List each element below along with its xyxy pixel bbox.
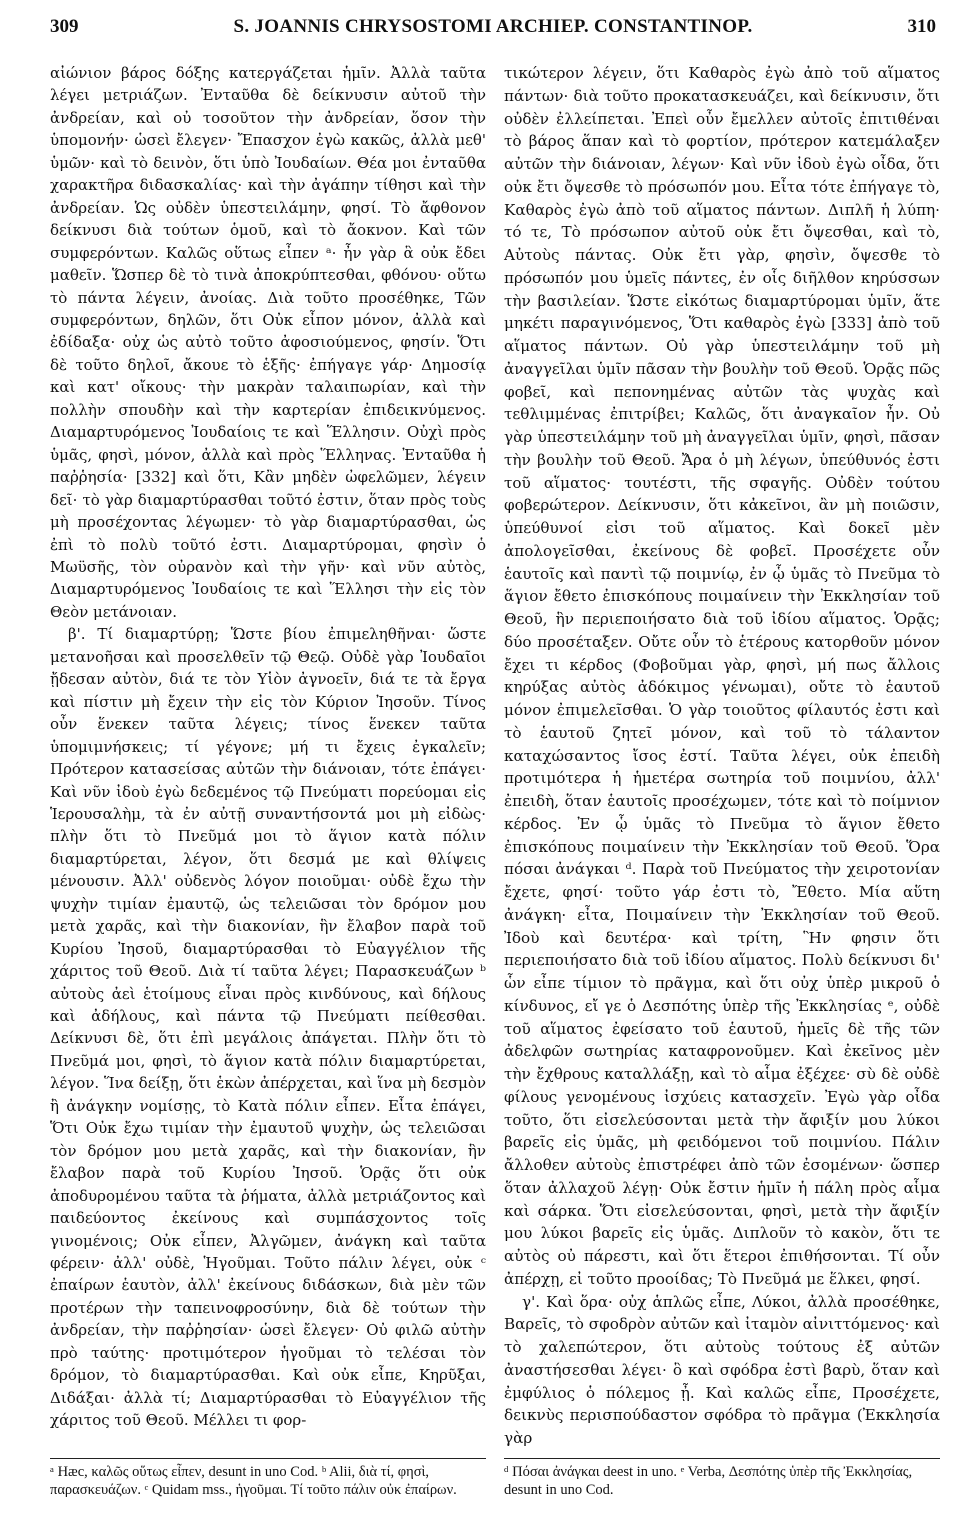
left-paragraph-2: β'. Τί διαμαρτύρῃ; Ὥστε βίου ἐπιμεληθῆναι· ὥστε μετανοῆσαι καὶ προσελθεῖν τῷ Θεῷ. Οὐδὲ γὰρ Ἰουδαῖοι ᾔδεσαν αὐτὸν, διά τε τὸν Υἱὸν ἀγνοεῖν, διά τε τὰ ἔργα καὶ πίστιν μὴ ἔχειν τὴν εἰς τὸν Κύριον Ἰησοῦν. Τίνος οὖν ἕνεκεν ταῦτα λέγεις; τίνος ἕνεκεν ταῦτα ὑπομιμνήσκεις; τί γέγονε; μή τι ἔχεις ἐγκαλεῖν; Πρότερον κατασείσας αὐτῶν τὴν διάνοιαν, τότε ἐπάγει· Καὶ νῦν ἰδοὺ ἐγὼ δεδεμένος τῷ Πνεύματι πορεύομαι εἰς Ἱερουσαλὴμ, τὰ ἐν αὐτῇ συναντήσοντά μοι μὴ εἰδὼς· πλὴν ὅτι τὸ Πνεῦμά μοι τὸ ἅγιον κατὰ πόλιν διαμαρτύρεται, λέγον, ὅτι δεσμά με καὶ θλίψεις μένουσιν. Ἀλλ' οὐδενὸς λόγον ποιοῦμαι· οὐδὲ ἔχω τὴν ψυχὴν τιμίαν ἐμαυτῷ, ὡς τελειῶσαι τὸν δρόμον μου μετὰ χαρᾶς, καὶ τὴν διακονίαν, ἣν ἔλαβον παρὰ τοῦ Κυρίου Ἰησοῦ, διαμαρτύρασθαι τὸ Εὐαγγέλιον τῆς χάριτος τοῦ Θεοῦ. Διὰ τί ταῦτα λέγει; Παρασκευάζων ᵇ αὐτοὺς ἀεὶ ἑτοίμους εἶναι πρὸς κινδύνους, καὶ δήλους καὶ ἀδήλους, καὶ πάντα τῷ Πνεύματι πείθεσθαι. Δείκνυσι δὲ, ὅτι ἐπὶ μεγάλοις ἀπάγεται. Πλὴν ὅτι τὸ Πνεῦμά μοι, φησὶ, τὸ ἅγιον κατὰ πόλιν διαμαρτύρεται, λέγον. Ἵνα δείξῃ, ὅτι ἑκὼν ἀπέρχεται, καὶ ἵνα μὴ δεσμὸν ἢ ἀνάγκην νομίσῃς, τὸ Κατὰ πόλιν εἶπεν. Εἶτα ἐπάγει, Ὅτι Οὐκ ἔχω τιμίαν τὴν ἐμαυτοῦ ψυχὴν, ὡς τελειῶσαι τὸν δρόμον μου μετὰ χαρᾶς, καὶ τὴν διακονίαν, ἣν ἔλαβον παρὰ τοῦ Κυρίου Ἰησοῦ. Ὁρᾷς ὅτι οὐκ ἀποδυρομένου ταῦτα τὰ ῥήματα, ἀλλὰ μετριάζοντος καὶ παιδεύοντος ἐκείνους καὶ συμπάσχοντος τοῖς γινομένοις; Οὐκ εἶπεν, Ἀλγῶμεν, ἀνάγκη καὶ ταῦτα φέρειν· ἀλλ' οὐδὲ, Ἡγοῦμαι. Τοῦτο πάλιν λέγει, οὐκ ᶜ ἐπαίρων ἑαυτὸν, ἀλλ' ἐκείνους διδάσκων, διὰ μὲν τῶν προτέρων τὴν ταπεινοφροσύνην, διὰ δὲ τούτων τὴν ἀνδρείαν, τὴν παῤῥησίαν· ὡσεὶ ἔλεγεν· Οὐ φιλῶ αὐτὴν πρὸ ταύτης· προτιμότερον ἡγοῦμαι τὸ τελέσαι τὸν δρόμον, τὸ διαμαρτύρασθαι. Καὶ οὐκ εἶπε, Κηρῦξαι, Διδάξαι· ἀλλὰ τί; Διαμαρτύρασθαι τὸ Εὐαγγέλιον τῆς χάριτος τοῦ Θεοῦ. Μέλλει τι φορ-	[50, 625, 486, 1430]
page-number-left: 309	[50, 16, 79, 37]
right-text-column	[504, 62, 940, 1450]
footnotes-right: ᵈ Πόσαι ἀνάγκαι deest in uno. ᵉ Verba, Δεσπότης ὑπὲρ τῆς Ἐκκλησίας, desunt in uno Cod.	[504, 1458, 940, 1499]
footnotes-left: ᵃ Hæc, καλῶς οὕτως εἶπεν, desunt in uno Cod. ᵇ Alii, διὰ τί, φησὶ, παρασκευάζων. ᶜ Quidam mss., ἡγοῦμαι. Τί τοῦτο πάλιν οὐκ ἐπαίρων.	[50, 1458, 486, 1499]
left-paragraph-1: αἰώνιον βάρος δόξης κατεργάζεται ἡμῖν. Ἀλλὰ ταῦτα λέγει μετριάζων. Ἐνταῦθα δὲ δείκνυσιν αὐτοῦ τὴν ἀνδρείαν, καὶ οὐ τοσοῦτον τὴν ἀνδρείαν, ὅσον τὴν ὑπομονήν· ὡσεὶ ἔλεγεν· Ἔπασχον ἐγὼ κακῶς, ἀλλὰ μεθ' ὑμῶν· καὶ τὸ δεινὸν, ὅτι ὑπὸ Ἰουδαίων. Θέα μοι ἐνταῦθα χαρακτῆρα διδασκαλίας· καὶ τὴν ἀγάπην τίθησι καὶ τὴν ἀνδρείαν. Ὡς οὐδὲν ὑπεστειλάμην, φησί. Τὸ ἄφθονον δείκνυσι διὰ τούτων ὁμοῦ, καὶ τὸ ἄοκνον. Καὶ τῶν συμφερόντων. Καλῶς οὕτως εἶπεν ᵃ· ἦν γὰρ ἃ οὐκ ἔδει μαθεῖν. Ὥσπερ δὲ τὸ τινὰ ἀποκρύπτεσθαι, φθόνου· οὕτω τὸ πάντα λέγειν, ἀνοίας. Διὰ τοῦτο προσέθηκε, Τῶν συμφερόντων, δηλῶν, ὅτι Οὐκ εἶπον μόνον, ἀλλὰ καὶ ἐδίδαξα· οὐχ ὡς αὐτὸ τοῦτο ἀφοσιούμενος, φησίν. Ὅτι δὲ τοῦτο δηλοῖ, ἄκουε τὸ ἑξῆς· ἐπήγαγε γάρ· Δημοσίᾳ καὶ κατ' οἴκους· τὴν μακρὰν ταλαιπωρίαν, καὶ τὴν πολλὴν σπουδὴν καὶ τὴν καρτερίαν ἐπιδεικνύμενος. Διαμαρτυρόμενος Ἰουδαίοις τε καὶ Ἕλλησιν. Οὐχὶ πρὸς ὑμᾶς, φησὶ, μόνον, ἀλλὰ καὶ πρὸς Ἕλληνας. Ἐνταῦθα ἡ παῤῥησία· [332] καὶ ὅτι, Κἂν μηδὲν ὠφελῶμεν, λέγειν δεῖ· τὸ γὰρ διαμαρτύρασθαι τοῦτό ἐστιν, ὅταν πρὸς τοὺς μὴ προσέχοντας λέγωμεν· τὸ γὰρ διαμαρτύρασθαι, ὡς ἐπὶ τὸ πολὺ τοῦτό ἐστι. Διαμαρτύρομαι, φησὶν ὁ Μωϋσῆς, τὸν οὐρανὸν καὶ τὴν γῆν· καὶ νῦν αὐτὸς, Διαμαρτυρόμενος Ἰουδαίοις τε καὶ Ἕλλησι τὴν εἰς τὸν Θεὸν μετάνοιαν.	[50, 64, 486, 621]
left-text-column	[50, 62, 486, 1432]
right-paragraph-2: γ'. Καὶ ὅρα· οὐχ ἁπλῶς εἶπε, Λύκοι, ἀλλὰ προσέθηκε, Βαρεῖς, τὸ σφοδρὸν αὐτῶν καὶ ἰταμὸν αἰνιττόμενος· καὶ τὸ χαλεπώτερον, ὅτι αὐτοὺς τούτους ἐξ αὐτῶν ἀναστήσεσθαι λέγει· ὃ καὶ σφόδρα ἐστὶ βαρὺ, ὅταν καὶ ἐμφύλιος ὁ πόλεμος ᾖ. Καὶ καλῶς εἶπε, Προσέχετε, δεικνὺς περισπούδαστον σφόδρα τὸ πρᾶγμα (Ἐκκλησία γὰρ	[504, 1292, 941, 1447]
running-title: S. JOANNIS CHRYSOSTOMI ARCHIEP. CONSTANTINOP.	[233, 16, 753, 37]
page-header	[50, 10, 936, 42]
right-paragraph-1: τικώτερον λέγειν, ὅτι Καθαρὸς ἐγὼ ἀπὸ τοῦ αἵματος πάντων· διὰ τοῦτο προκατασκευάζει, καὶ δείκνυσιν, ὅτι οὐδὲν ἐλλείπεται. Ἐπεὶ οὖν ἔμελλεν αὐτοῖς ἐπιτιθέναι τὸ βάρος ἅπαν καὶ τὸ φορτίον, πρότερον κατεμάλαξεν αὐτῶν τὴν διάνοιαν, λέγων· Καὶ νῦν ἰδοὺ ἐγὼ οἶδα, ὅτι οὐκ ἔτι ὄψεσθε τὸ πρόσωπόν μου. Εἶτα τότε ἐπήγαγε τὸ, Καθαρὸς ἐγὼ ἀπὸ τοῦ αἵματος πάντων. Διπλῆ ἡ λύπη· τό τε, Τὸ πρόσωπον αὐτοῦ οὐκ ἔτι ὄψεσθαι, καὶ τὸ, Αὐτοὺς πάντας. Οὐκ ἔτι γὰρ, φησὶν, ὄψεσθε τὸ πρόσωπόν μου ὑμεῖς πάντες, ἐν οἷς διῆλθον κηρύσσων τὴν βασιλείαν. Ὥστε εἰκότως διαμαρτύρομαι ὑμῖν, ἅτε μηκέτι παραγινόμενος, Ὅτι καθαρὸς ἐγὼ [333] ἀπὸ τοῦ αἵματος πάντων. Οὐ γὰρ ὑπεστειλάμην τοῦ μὴ ἀναγγεῖλαι ὑμῖν πᾶσαν τὴν βουλὴν τοῦ Θεοῦ. Ὁρᾷς πῶς φοβεῖ, καὶ πεπονημένας αὐτῶν τὰς ψυχὰς καὶ τεθλιμμένας ἐπιτρίβει; Καλῶς, ὅτι ἀναγκαῖον ἦν. Οὐ γὰρ ὑπεστειλάμην τοῦ μὴ ἀναγγεῖλαι ὑμῖν, φησὶ, πᾶσαν τὴν βουλὴν τοῦ Θεοῦ. Ἄρα ὁ μὴ λέγων, ὑπεύθυνός ἐστι τοῦ αἵματος· τουτέστι, τῆς σφαγῆς. Οὐδὲν τούτου φοβερώτερον. Δείκνυσιν, ὅτι κἀκεῖνοι, ἂν μὴ ποιῶσιν, ὑπεύθυνοί εἰσι τοῦ αἵματος. Καὶ δοκεῖ μὲν ἀπολογεῖσθαι, ἐκείνους δὲ φοβεῖ. Προσέχετε οὖν ἑαυτοῖς καὶ παντὶ τῷ ποιμνίῳ, ἐν ᾧ ὑμᾶς τὸ Πνεῦμα τὸ ἅγιον ἔθετο ἐπισκόπους ποιμαίνειν τὴν Ἐκκλησίαν τοῦ Θεοῦ, ἣν περιεποιήσατο διὰ τοῦ ἰδίου αἵματος. Ὁρᾷς; δύο προσέταξεν. Οὔτε οὖν τὸ ἑτέρους κατορθοῦν μόνον ἔχει τι κέρδος (Φοβοῦμαι γὰρ, φησὶ, μή πως ἄλλοις κηρύξας αὐτὸς ἀδόκιμος γένωμαι), οὔτε τὸ ἑαυτοῦ μόνον ἐπιμελεῖσθαι. Ὁ γὰρ τοιοῦτος φίλαυτός ἐστι καὶ τὸ ἑαυτοῦ ζητεῖ μόνον, καὶ τοῦ τὸ τάλαντον καταχώσαντος ἴσος ἐστί. Ταῦτα λέγει, οὐκ ἐπειδὴ προτιμότερα ἡ ἡμετέρα σωτηρία τοῦ ποιμνίου, ἀλλ' ἐπειδὴ, ὅταν ἑαυτοῖς προσέχωμεν, τότε καὶ τὸ ποίμνιον κέρδος. Ἐν ᾧ ὑμᾶς τὸ Πνεῦμα τὸ ἅγιον ἔθετο ἐπισκόπους ποιμαίνειν τὴν Ἐκκλησίαν τοῦ Θεοῦ. Ὅρα πόσαι ἀνάγκαι ᵈ. Παρὰ τοῦ Πνεύματος τὴν χειροτονίαν ἔχετε, φησί· τοῦτο γάρ ἐστι τὸ, Ἔθετο. Μία αὕτη ἀνάγκη· εἶτα, Ποιμαίνειν τὴν Ἐκκλησίαν τοῦ Θεοῦ. Ἰδοὺ καὶ δευτέρα· καὶ τρίτη, Ἣν φησιν ὅτι περιεποιήσατο διὰ τοῦ ἰδίου αἵματος. Πολὺ δείκνυσι δι' ὧν εἶπε τίμιον τὸ πρᾶγμα, καὶ ὅτι οὐχ ὑπὲρ μικροῦ ὁ κίνδυνος, εἴ γε ὁ Δεσπότης ὑπὲρ τῆς Ἐκκλησίας ᵉ, οὐδὲ τοῦ αἵματος ἐφείσατο τοῦ ἑαυτοῦ, ἡμεῖς δὲ τῆς τῶν ἀδελφῶν σωτηρίας καταφρονοῦμεν. Καὶ ἐκεῖνος μὲν τὴν ἔχθρους καταλλάξῃ, καὶ τὸ αἷμα ἐξέχεε· σὺ δὲ οὐδὲ φίλους γενομένους ἰσχύεις κατασχεῖν. Ἐγὼ γὰρ οἶδα τοῦτο, ὅτι εἰσελεύσονται μετὰ τὴν ἄφιξίν μου λύκοι βαρεῖς εἰς ὑμᾶς, μὴ φειδόμενοι τοῦ ποιμνίου. Πάλιν ἄλλοθεν αὐτοὺς ἐπιστρέφει ἀπὸ τῶν ἐσομένων· ὥσπερ ὅταν ἀλλαχοῦ λέγῃ· Οὐκ ἔστιν ἡμῖν ἡ πάλη πρὸς αἷμα καὶ σάρκα. Ὅτι εἰσελεύσονται, φησὶ, μετὰ τὴν ἄφιξίν μου λύκοι βαρεῖς εἰς ὑμᾶς. Διπλοῦν τὸ κακὸν, ὅτι τε αὐτὸς οὐ πάρεστι, καὶ ὅτι ἕτεροι ἐπιθήσονται. Τί οὖν ἀπέρχῃ, εἰ τοῦτο προοίδας; Τὸ Πνεῦμά με ἕλκει, φησί.	[504, 64, 940, 1288]
page-number-right: 310	[907, 16, 936, 37]
